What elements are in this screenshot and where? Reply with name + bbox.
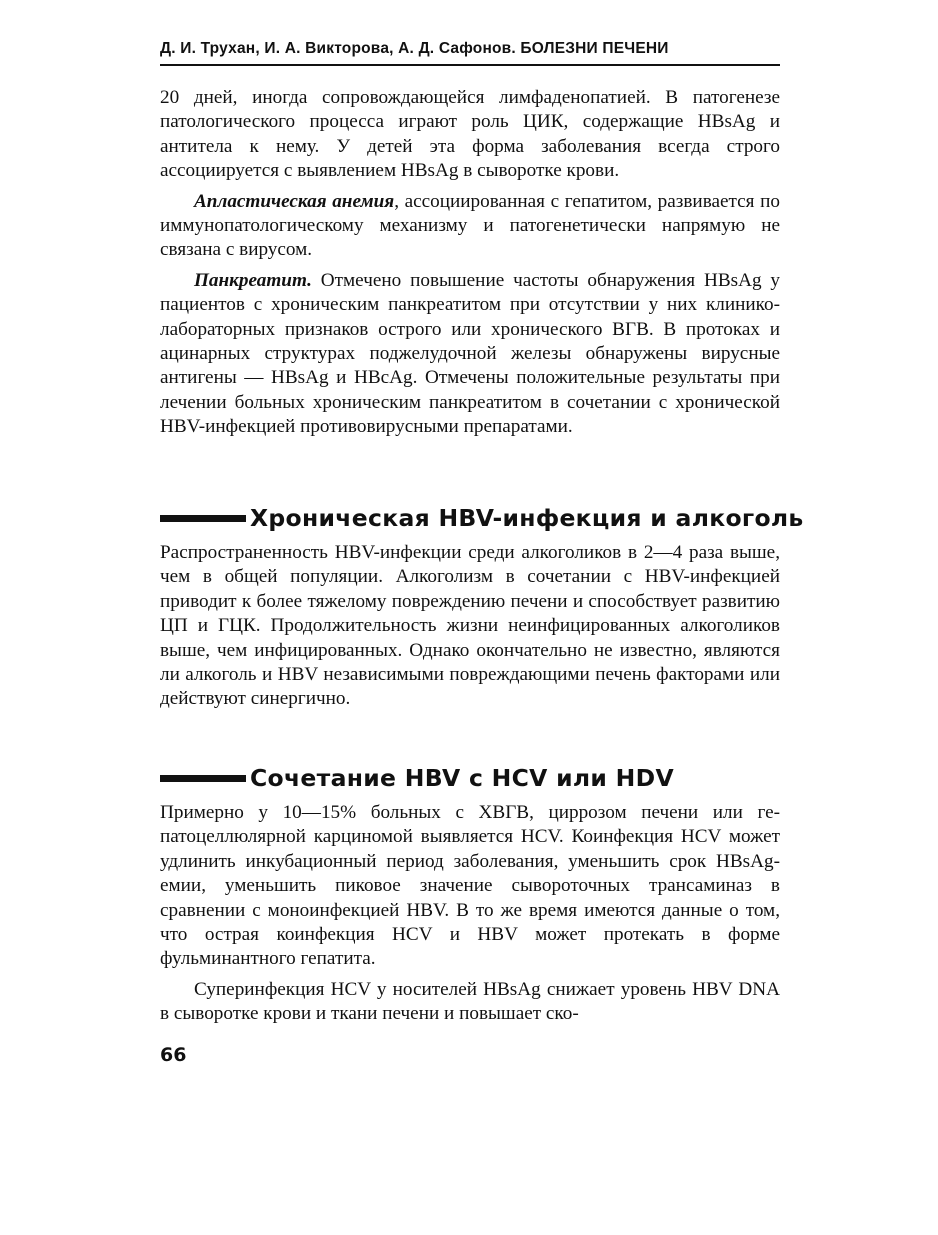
paragraph-coinfection: Примерно у 10—15% больных с ХВГВ, циррозом печени или гепатоцеллюлярной карциномой выявляется HCV. Коинфекция HCV может удлинить инкубационный период заболевания, уменьшить срок HBsAg-емии, уменьшить пиковое значение сывороточных трансаминаз в сравнении с моноинфекцией HBV. В то же время имеются данные о том, что острая коинфекция HCV и HBV может протекать в форме фульминантного гепатита. xyxy=(160,802,780,970)
paragraph-pancreatitis xyxy=(160,269,780,440)
page-number: 66 xyxy=(160,1044,187,1066)
heading-bar xyxy=(160,515,246,522)
section-2-body xyxy=(160,541,780,712)
section-heading-hbv-hcv-hdv xyxy=(160,761,780,795)
section-1-body xyxy=(160,86,780,440)
section-heading-hbv-alcohol xyxy=(160,501,804,535)
paragraph-aplastic-anemia xyxy=(160,190,780,263)
paragraph-superinfection: Суперинфекция HCV у носителей HBsAg снижает уровень HBV DNA в сыворотке крови и ткани печени и повышает ско- xyxy=(160,978,780,1025)
paragraph-continuation: 20 дней, иногда сопровождающейся лимфаденопатией. В патогенезе патологического процесса играют роль ЦИК, содержащие HBsAg и антитела к нему. У детей эта форма заболевания всегда строго ассоциируется с выявлением HBsAg в сыворотке крови. xyxy=(160,87,780,182)
term-pancreatitis: Панкреатит. xyxy=(194,269,312,291)
heading-text: Сочетание HBV с HCV или HDV xyxy=(250,764,674,792)
paragraph-text: Отмечено повышение частоты обнаружения HBsAg у пациентов с хроническим панкреатитом при отсутствии у них клинико-лабораторных признаков острого или хронического ВГВ. В протоках и ацинарных структурах поджелудочной железы обнаружены вирусные антигены — HBsAg и HBcAg. Отмечены положительные результаты при лечении больных хроническим панкреатитом в сочетании с хронической HBV-инфекцией противовирусными препаратами. xyxy=(160,269,780,438)
heading-bar xyxy=(160,775,246,782)
term-aplastic-anemia: Апластическая анемия xyxy=(194,190,395,212)
running-head: Д. И. Трухан, И. А. Викторова, А. Д. Сафонов. БОЛЕЗНИ ПЕЧЕНИ xyxy=(160,40,669,57)
section-3-body xyxy=(160,801,780,1027)
header-rule xyxy=(160,64,780,66)
heading-text: Хроническая HBV-инфекция и алкоголь xyxy=(250,504,804,532)
paragraph-text: , ассоциированная с гепатитом, развивается по иммунопатологическому механизму и патогенетически напрямую не связана с вирусом. xyxy=(160,190,780,261)
paragraph-alcohol: Распространенность HBV-инфекции среди алкоголиков в 2—4 раза выше, чем в общей популяции. Алкоголизм в сочетании с HBV-инфекцией приводит к более тяжелому повреждению печени и способствует развитию ЦП и ГЦК. Продолжительность жизни неинфицированных алкоголиков выше, чем инфицированных. Однако окончательно не известно, являются ли алкоголь и HBV независимыми повреждающими печень факторами или действуют синергично. xyxy=(160,542,780,710)
